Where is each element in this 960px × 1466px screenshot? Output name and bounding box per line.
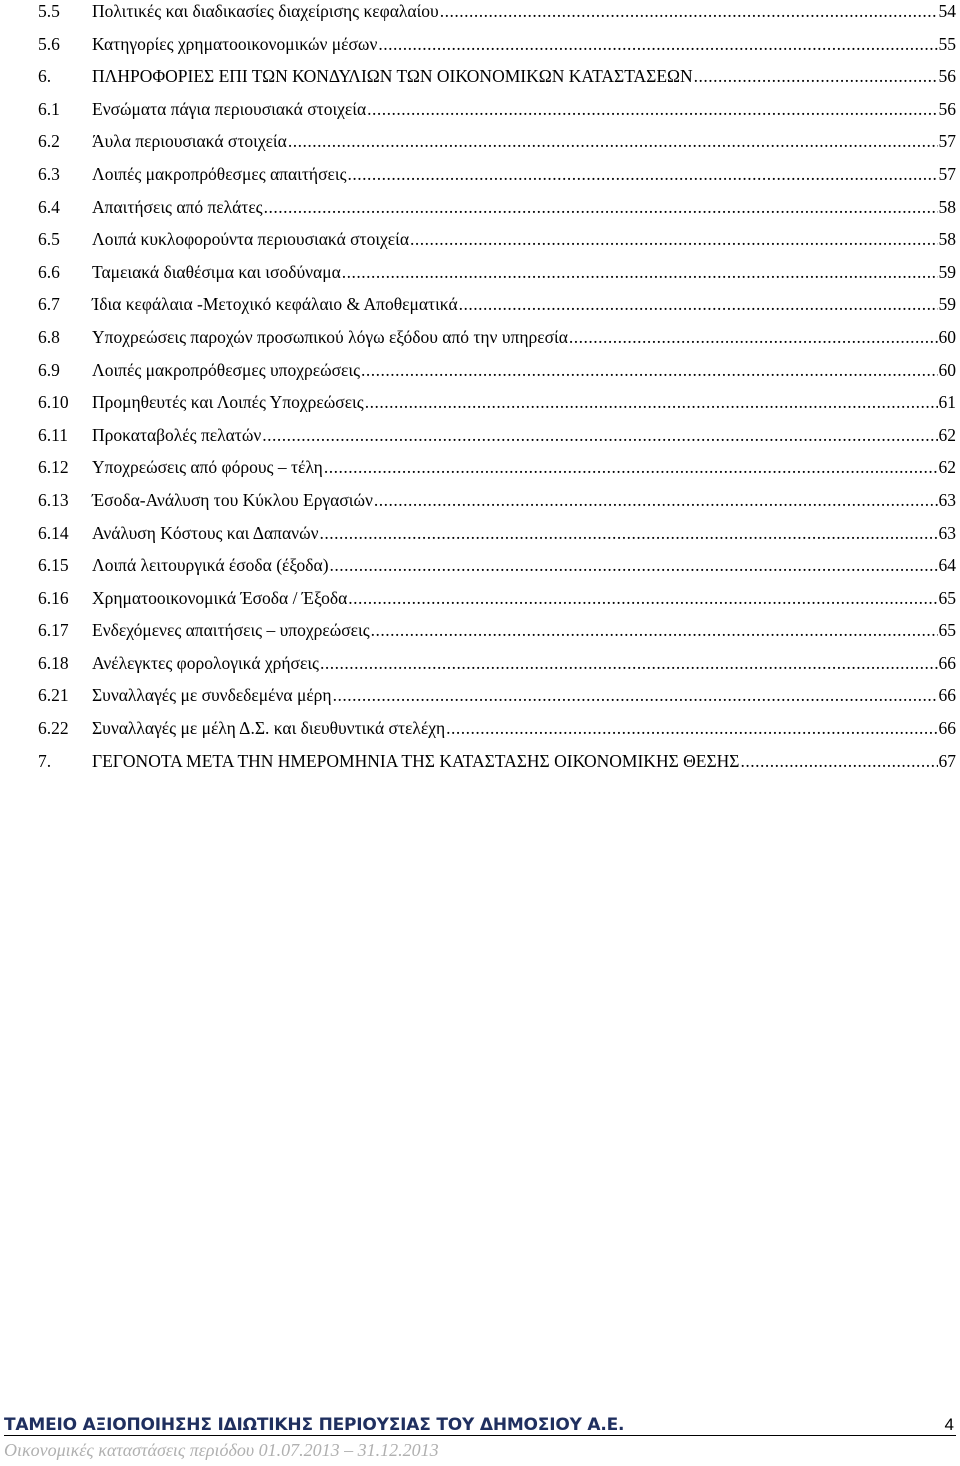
toc-dot-leader [320,647,938,680]
toc-entry-number: 5.5 [38,1,60,21]
toc-entry-page: 60 [938,359,956,380]
toc-entry[interactable] [38,60,956,93]
toc-entry[interactable] [38,28,956,61]
toc-dot-leader [378,28,937,61]
toc-entry-number: 6.21 [38,685,69,706]
toc-entry-title: Υποχρεώσεις παροχών προσωπικού λόγω εξόδου από την υπηρεσία [92,326,568,347]
toc-entry[interactable] [38,549,956,582]
toc-entry[interactable] [38,321,956,354]
toc-dot-leader [361,354,937,387]
toc-entry-title: Λοιπά λειτουργικά έσοδα (έξοδα) [92,555,329,576]
toc-dot-leader [374,484,938,517]
toc-entry-title: ΠΛΗΡΟΦΟΡΙΕΣ ΕΠΙ ΤΩΝ ΚΟΝΔΥΛΙΩΝ ΤΩΝ ΟΙΚΟΝΟΜΙΚΩΝ ΚΑΤΑΣΤΑΣΕΩΝ [92,66,693,87]
toc-entry[interactable] [38,288,956,321]
toc-entry-number: 6.22 [38,718,69,739]
toc-entry-number: 7. [38,750,52,771]
toc-dot-leader [371,614,938,647]
toc-dot-leader [740,745,937,778]
toc-dot-leader [348,582,937,615]
toc-dot-leader [446,712,937,745]
toc-entry-page: 67 [938,750,956,771]
toc-entry-page: 62 [938,424,956,445]
toc-entry-title: Πολιτικές και διαδικασίες διαχείρισης κεφαλαίου [92,1,439,21]
page-footer [4,1411,956,1461]
toc-entry-number: 6.14 [38,522,69,543]
toc-entry-number: 6.5 [38,229,60,250]
toc-entry-title: Λοιπές μακροπρόθεσμες απαιτήσεις [92,163,347,184]
toc-dot-leader [367,93,937,126]
toc-entry-title: ΓΕΓΟΝΟΤΑ ΜΕΤΑ ΤΗΝ ΗΜΕΡΟΜΗΝΙΑ ΤΗΣ ΚΑΤΑΣΤΑΣΗΣ ΟΙΚΟΝΟΜΙΚΗΣ ΘΕΣΗΣ [92,750,740,771]
toc-dot-leader [694,60,938,93]
toc-entry-page: 56 [938,98,956,119]
toc-dot-leader [459,288,938,321]
toc-entry-title: Ενδεχόμενες απαιτήσεις – υποχρεώσεις [92,620,370,641]
toc-entry[interactable] [38,712,956,745]
toc-entry-number: 6. [38,66,52,87]
toc-entry-page: 66 [938,718,956,739]
toc-entry[interactable] [38,386,956,419]
toc-dot-leader [288,125,938,158]
toc-entry-page: 57 [938,131,956,152]
footer-organization: ΤΑΜΕΙΟ ΑΞΙΟΠΟΙΗΣΗΣ ΙΔΙΩΤΙΚΗΣ ΠΕΡΙΟΥΣΙΑΣ ΤΟΥ ΔΗΜΟΣΙΟΥ Α.Ε. [4,1415,625,1435]
toc-entry-number: 6.10 [38,392,69,413]
toc-entry-title: Άυλα περιουσιακά στοιχεία [92,131,287,152]
toc-dot-leader [365,386,938,419]
toc-dot-leader [333,679,938,712]
toc-entry[interactable] [38,256,956,289]
toc-entry-number: 6.4 [38,196,60,217]
toc-entry-page: 64 [938,555,956,576]
toc-entry-title: Κατηγορίες χρηματοοικονομικών μέσων [92,33,378,54]
toc-entry[interactable] [38,745,956,778]
toc-entry-page: 56 [938,66,956,87]
toc-entry-number: 6.1 [38,98,60,119]
toc-entry-title: Λοιπά κυκλοφορούντα περιουσιακά στοιχεία [92,229,410,250]
toc-entry-number: 6.9 [38,359,60,380]
toc-entry[interactable] [38,451,956,484]
toc-entry-number: 5.6 [38,33,60,54]
toc-entry-page: 60 [938,326,956,347]
toc-entry-page: 57 [938,163,956,184]
toc-dot-leader [348,158,938,191]
toc-entry-title: Υποχρεώσεις από φόρους – τέλη [92,457,323,478]
toc-dot-leader [324,451,938,484]
toc-entry-title: Έσοδα-Ανάλυση του Κύκλου Εργασιών [92,489,373,510]
toc-dot-leader [569,321,938,354]
toc-entry-number: 6.17 [38,620,69,641]
toc-entry-title: Λοιπές μακροπρόθεσμες υποχρεώσεις [92,359,361,380]
toc-entry-number: 6.7 [38,294,60,315]
toc-entry-title: Συναλλαγές με συνδεδεμένα μέρη [92,685,332,706]
toc-entry-page: 54 [938,1,956,21]
toc-entry-number: 6.16 [38,587,69,608]
toc-entry[interactable] [38,484,956,517]
toc-entry-page: 65 [938,587,956,608]
toc-dot-leader [264,191,938,224]
toc-entry-page: 63 [938,489,956,510]
toc-entry[interactable] [38,517,956,550]
toc-entry-title: Ανάλυση Κόστους και Δαπανών [92,522,319,543]
toc-entry-page: 65 [938,620,956,641]
toc-entry-page: 58 [938,229,956,250]
toc-entry-number: 6.15 [38,555,69,576]
footer-header-line [4,1411,956,1436]
toc-dot-leader [410,223,937,256]
toc-entry-title: Προκαταβολές πελατών [92,424,262,445]
toc-entry-title: Ενσώματα πάγια περιουσιακά στοιχεία [92,98,367,119]
table-of-contents [38,0,956,777]
toc-entry-number: 6.6 [38,261,60,282]
toc-dot-leader [320,517,938,550]
toc-dot-leader [342,256,938,289]
toc-entry-title: Απαιτήσεις από πελάτες [92,196,263,217]
toc-entry-title: Ανέλεγκτες φορολογικά χρήσεις [92,652,319,673]
toc-entry-page: 66 [938,685,956,706]
toc-dot-leader [330,549,938,582]
toc-entry-page: 58 [938,196,956,217]
toc-entry-page: 61 [938,392,956,413]
toc-entry[interactable] [38,582,956,615]
toc-entry[interactable] [38,647,956,680]
toc-entry-page: 59 [938,261,956,282]
toc-dot-leader [440,0,938,28]
toc-entry-number: 6.8 [38,326,60,347]
toc-entry[interactable] [38,223,956,256]
toc-entry-number: 6.18 [38,652,69,673]
toc-entry-number: 6.13 [38,489,69,510]
toc-entry-page: 59 [938,294,956,315]
toc-entry-title: Χρηματοοικονομικά Έσοδα / Έξοδα [92,587,348,608]
toc-entry-page: 66 [938,652,956,673]
toc-entry[interactable] [38,679,956,712]
toc-entry-title: Συναλλαγές με μέλη Δ.Σ. και διευθυντικά στελέχη [92,718,446,739]
toc-entry[interactable] [38,419,956,452]
toc-entry[interactable] [38,614,956,647]
toc-entry[interactable] [38,191,956,224]
toc-entry-number: 6.11 [38,424,68,445]
toc-dot-leader [262,419,937,452]
toc-entry[interactable] [38,354,956,387]
toc-entry-title: Ταμειακά διαθέσιμα και ισοδύναμα [92,261,341,282]
toc-entry[interactable] [38,93,956,126]
toc-entry-page: 63 [938,522,956,543]
toc-entry-number: 6.12 [38,457,69,478]
toc-entry[interactable] [38,125,956,158]
toc-entry-page: 62 [938,457,956,478]
footer-subtitle: Οικονομικές καταστάσεις περιόδου 01.07.2013 – 31.12.2013 [4,1440,439,1460]
toc-entry-number: 6.2 [38,131,60,152]
toc-entry[interactable] [38,0,956,28]
page-number: 4 [944,1415,954,1434]
toc-entry-page: 55 [938,33,956,54]
toc-entry-number: 6.3 [38,163,60,184]
toc-entry-title: Προμηθευτές και Λοιπές Υποχρεώσεις [92,392,364,413]
toc-entry-title: Ίδια κεφάλαια -Μετοχικό κεφάλαιο & Αποθεματικά [92,294,458,315]
toc-entry[interactable] [38,158,956,191]
